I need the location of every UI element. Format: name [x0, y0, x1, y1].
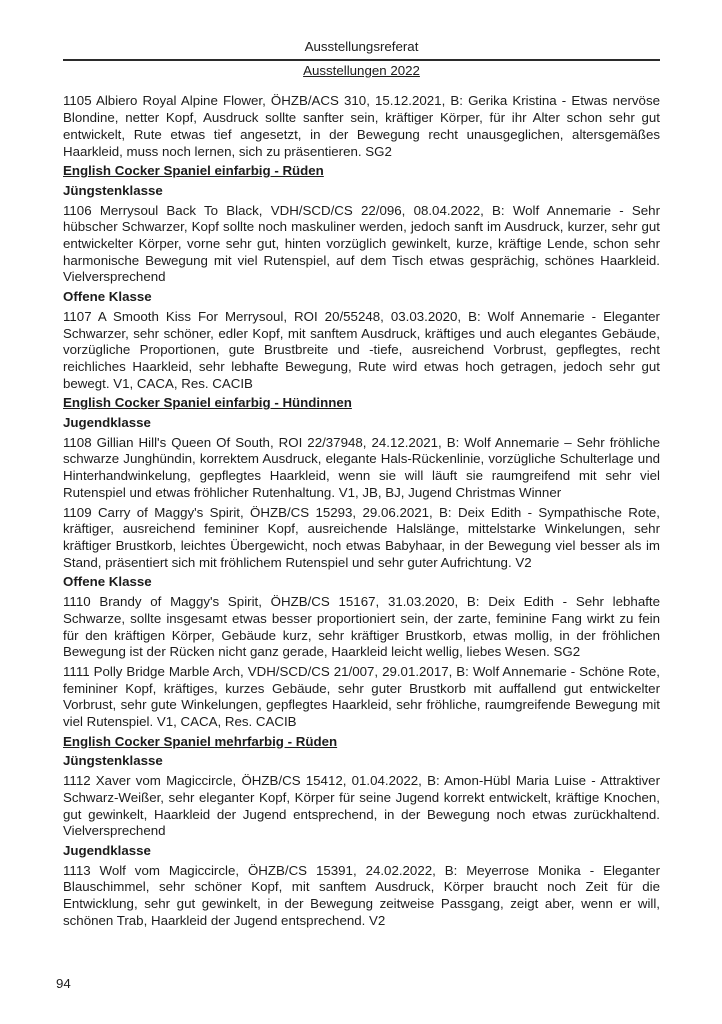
breed-heading-einfarbig-huendinnen: English Cocker Spaniel einfarbig - Hündinnen	[63, 395, 352, 411]
header-subtitle-text: Ausstellungen 2022	[303, 62, 420, 78]
class-heading-juengstenklasse-1: Jüngstenklasse	[63, 182, 163, 198]
entry-1105: 1105 Albiero Royal Alpine Flower, ÖHZB/ACS 310, 15.12.2021, B: Gerika Kristina - Etwas nervöse Blondine, netter Kopf, Ausdruck sollte sanfter sein, kräftiger Körper, für ihr Alter schon sehr gut entwickelt, Rute etwas tief angesetzt, in der Bewegung recht unausgeglichen, altersgemäßes Haarkleid, muss noch lernen, sich zu präsentieren. SG2	[63, 93, 660, 159]
page-number: 94	[56, 976, 71, 991]
breed-heading-mehrfarbig-rueden: English Cocker Spaniel mehrfarbig - Rüden	[63, 733, 338, 749]
entry-1110: 1110 Brandy of Maggy's Spirit, ÖHZB/CS 15167, 31.03.2020, B: Deix Edith - Sehr lebhafte Schwarze, sollte insgesamt etwas besser proportioniert sein, der zarte, feminine Fang wirkt zu fein für den kräftigen Körper, Gebäude kurz, sehr kräftiger Brustkorb, etwas mollig, in der fröhlichen Bewegung ist der Rücken nicht ganz gerade, Haarkleid leicht wellig, liebes Wesen. SG2	[63, 594, 660, 660]
class-heading-offene-klasse-1: Offene Klasse	[63, 289, 152, 305]
entry-1111: 1111 Polly Bridge Marble Arch, VDH/SCD/CS 21/007, 29.01.2017, B: Wolf Annemarie - Schöne Rote, femininer Kopf, kräftiges, kurzes Gebäude, sehr guter Brustkorb mit auffallend gut entwickelter Vorbrust, sehr gute Winkelungen, gepflegtes Haarkleid, sehr fröhliche, raumgreifende Bewegung mit viel Rutenspiel. V1, CACA, Res. CACIB	[63, 663, 660, 730]
page-header	[63, 0, 660, 79]
class-heading-juengstenklasse-2: Jüngstenklasse	[63, 753, 163, 769]
breed-heading-einfarbig-rueden: English Cocker Spaniel einfarbig - Rüden	[63, 163, 324, 179]
header-title: Ausstellungsreferat	[63, 39, 660, 61]
entry-1107: 1107 A Smooth Kiss For Merrysoul, ROI 20/55248, 03.03.2020, B: Wolf Annemarie - Eleganter Schwarzer, sehr schöner, edler Kopf, mit sanftem Ausdruck, kräftiges und auch elegantes Gebäude, vorzügliche Proportionen, gute Brustbreite und -tiefe, ausreichend Vorbrust, gepflegtes, recht reichliches Haarkleid, sehr lebhafte Bewegung, Rute wird etwas hoch getragen, jedoch sehr gut bewegt. V1, CACA, Res. CACIB	[63, 308, 660, 391]
class-heading-jugendklasse-1: Jugendklasse	[63, 415, 151, 431]
class-heading-jugendklasse-2: Jugendklasse	[63, 842, 151, 858]
entry-1112: 1112 Xaver vom Magiccircle, ÖHZB/CS 15412, 01.04.2022, B: Amon-Hübl Maria Luise - Attraktiver Schwarz-Weißer, sehr eleganter Kopf, Körper für seine Jugend korrekt entwickelt, kräftige Knochen, gut gewinkelt, Haarkleid der Jugend entsprechend, in der Bewegung noch etwas zurückhaltend. Vielversprechend	[63, 773, 660, 839]
entry-1109: 1109 Carry of Maggy's Spirit, ÖHZB/CS 15293, 29.06.2021, B: Deix Edith - Sympathische Rote, kräftiger, ausreichend femininer Kopf, ausreichende Halslänge, mittelstarke Winkelungen, sehr kräftiger Brustkorb, leichtes Übergewicht, noch etwas Babyhaar, in der Bewegung viel besser als im Stand, präsentiert sich mit fröhlichem Rutenspiel und sehr guter Aufrichtung. V2	[63, 504, 660, 570]
entry-1113: 1113 Wolf vom Magiccircle, ÖHZB/CS 15391, 24.02.2022, B: Meyerrose Monika - Eleganter Blauschimmel, sehr schöner Kopf, mit sanftem Ausdruck, Körper braucht noch Zeit für die Entwicklung, sehr gut gewinkelt, in der Bewegung zeitweise Passgang, zeigt aber, wenn er will, schönen Trab, Haarkleid der Jugend entsprechend. V2	[63, 862, 660, 928]
header-subtitle	[63, 63, 660, 80]
entry-1108: 1108 Gillian Hill's Queen Of South, ROI 22/37948, 24.12.2021, B: Wolf Annemarie – Sehr fröhliche schwarze Junghündin, korrektem Ausdruck, elegante Hals-Rückenlinie, vorzügliche Schulterlage und Hinterhandwinkelung, gepflegtes Haarkleid, wenn sie will läuft sie raumgreifend mit sehr viel Rutenspiel und etwas fröhlicher Rutenhaltung. V1, JB, BJ, Jugend Christmas Winner	[63, 434, 660, 500]
class-heading-offene-klasse-2: Offene Klasse	[63, 574, 152, 590]
catalog-content	[63, 93, 660, 929]
entry-1106: 1106 Merrysoul Back To Black, VDH/SCD/CS 22/096, 08.04.2022, B: Wolf Annemarie - Sehr hübscher Schwarzer, Kopf sollte noch maskuliner werden, jedoch sanft im Ausdruck, kurzer, sehr gut entwickelter Körper, vorne sehr gut, hinten vorzüglich gewinkelt, kurze, kräftige Lende, schon sehr harmonische Bewegung mit viel Rutenspiel, auf dem Tisch etwas gesprächig, schönes Haarkleid. Vielversprechend	[63, 202, 660, 285]
